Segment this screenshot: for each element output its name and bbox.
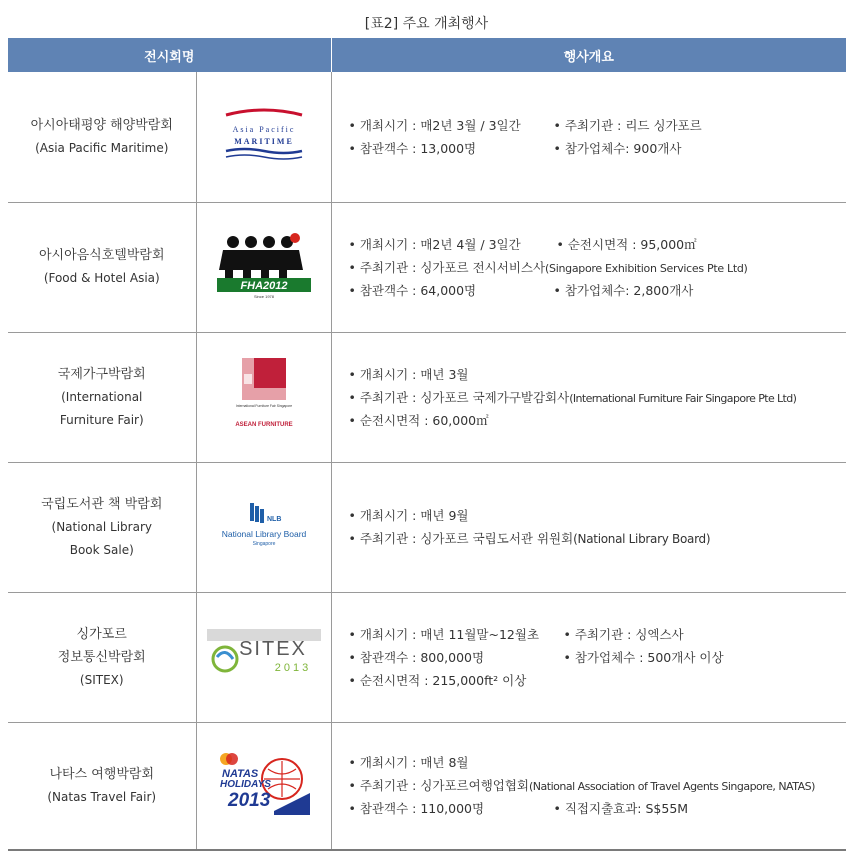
exhibition-name-en: (Natas Travel Fair) [47,789,157,804]
logo-text-line2: 2013 [274,662,311,674]
logo-text-line1: NLB [266,516,281,523]
exhibition-name-ko: 아시아음식호텔박람회 [38,248,165,263]
exhibition-logo-cell [196,332,331,462]
logo-text-line1: FHA2012 [239,280,288,292]
table-header-row [8,38,846,72]
logo-text-line2: MARITIME [233,136,294,146]
event-overview-cell [331,332,846,462]
exhibition-name-ko: 아시아태평양 해양박람회 [30,117,173,133]
logo-text-line3: Singapore [252,541,275,547]
info-item: • 참관객수 : 64,000명 [348,282,477,298]
exhibition-name-en: Furniture Fair) [59,412,144,427]
table-row [8,462,846,592]
exhibition-name-ko: 국립도서관 책 박람회 [41,496,163,512]
info-item: • 순전시면적 : 95,000㎡ [556,236,697,252]
logo-text-line2: HOLIDAYS [219,778,271,790]
header-exhibition-name: 전시회명 [8,38,331,72]
exhibition-name-cell [8,592,196,722]
info-item: (National Association of Travel Agents Singapore, NATAS) [529,780,815,794]
table-row [8,592,846,722]
info-item: • 주최기관 : 싱엑스사 [563,626,684,642]
fha-logo [215,230,313,300]
logo-text-line2: Since 1978 [253,294,274,299]
exhibition-logo-cell [196,462,331,592]
natas-logo [214,749,314,819]
logo-text-line3: 2013 [227,789,270,811]
table-row [8,332,846,462]
table-caption: [표2] 주요 개최행사 [364,16,489,32]
header-event-overview: 행사개요 [331,38,846,72]
info-item: • 개최시기 : 매년 3월 [348,366,469,382]
exhibition-name-cell [8,332,196,462]
info-item: • 개최시기 : 매2년 3월 / 3일간 [348,117,521,133]
exhibition-name-ko: 정보통신박람회 [57,649,146,665]
exhibition-name-cell [8,202,196,332]
exhibition-name-cell [8,462,196,592]
info-item: • 주최기관 : 싱가포르 국제가구발감회사 [348,389,570,405]
iffs-logo [234,356,294,434]
exhibition-name-en: Book Sale) [69,542,134,557]
info-item: • 개최시기 : 매2년 4월 / 3일간 [348,236,521,252]
table-row [8,202,846,332]
info-item: (Singapore Exhibition Services Pte Ltd) [545,261,748,275]
event-overview-cell [331,462,846,592]
sitex-logo [205,627,323,683]
info-item: • 참가업체수: 2,800개사 [553,282,694,298]
exhibition-name-cell [8,722,196,850]
exhibition-name-en: (National Library [51,519,152,534]
exhibition-name-en: (SITEX) [79,672,124,687]
info-item: • 개최시기 : 매년 9월 [348,508,469,523]
exhibition-name-ko: 국제가구박람회 [57,366,146,382]
info-item: • 개최시기 : 매년 11월말~12월초 [348,626,540,642]
logo-text-line1: Asia Pacific [232,124,295,134]
asia-pacific-maritime-logo [214,105,314,165]
logo-text-line2: ASEAN FURNITURE [234,422,293,428]
info-item: • 주최기관 : 싱가포르여행업협회 [348,778,529,794]
info-item: (International Furniture Fair Singapore Pte Ltd) [569,391,797,405]
exhibition-name-en: (Food & Hotel Asia) [43,271,160,285]
exhibition-logo-cell [196,72,331,202]
event-overview-cell [331,72,846,202]
logo-text-line1: NATAS [221,767,258,780]
event-overview-cell [331,592,846,722]
info-item: • 순전시면적 : 215,000ft² 이상 [348,672,527,688]
exhibition-logo-cell [196,722,331,850]
info-item: • 참가업체수: 900개사 [553,140,682,156]
info-item: • 참관객수 : 110,000명 [348,801,485,817]
events-table [8,38,846,851]
info-item: • 주최기관 : 리드 싱가포르 [553,117,702,133]
info-item: (National Library Board) [573,532,711,546]
exhibition-logo-cell [196,202,331,332]
exhibition-name-ko: 나타스 여행박람회 [49,766,155,782]
logo-text-line1: SITEX [238,638,307,660]
exhibition-name-ko: 싱가포르 [76,626,127,642]
exhibition-logo-cell [196,592,331,722]
info-item: • 순전시면적 : 60,000㎡ [348,412,489,428]
table-row [8,72,846,202]
event-overview-cell [331,722,846,850]
logo-text-line1: International Furniture Fair Singapore [235,404,292,408]
logo-text-line2: National Library Board [221,529,306,539]
info-item: • 주최기관 : 싱가포르 전시서비스사 [348,259,546,275]
info-item: • 참관객수 : 800,000명 [348,649,485,665]
exhibition-name-cell [8,72,196,202]
event-overview-cell [331,202,846,332]
exhibition-name-en: (International [61,389,143,404]
nlb-logo [212,497,316,553]
info-item: • 참관객수 : 13,000명 [348,140,477,156]
info-item: • 주최기관 : 싱가포르 국립도서관 위원회 [348,531,574,546]
exhibition-name-en: (Asia Pacific Maritime) [35,140,169,155]
info-item: • 직접지출효과: S$55M [553,801,689,817]
table-row [8,722,846,850]
info-item: • 개최시기 : 매년 8월 [348,755,469,771]
info-item: • 참가업체수 : 500개사 이상 [563,649,724,665]
